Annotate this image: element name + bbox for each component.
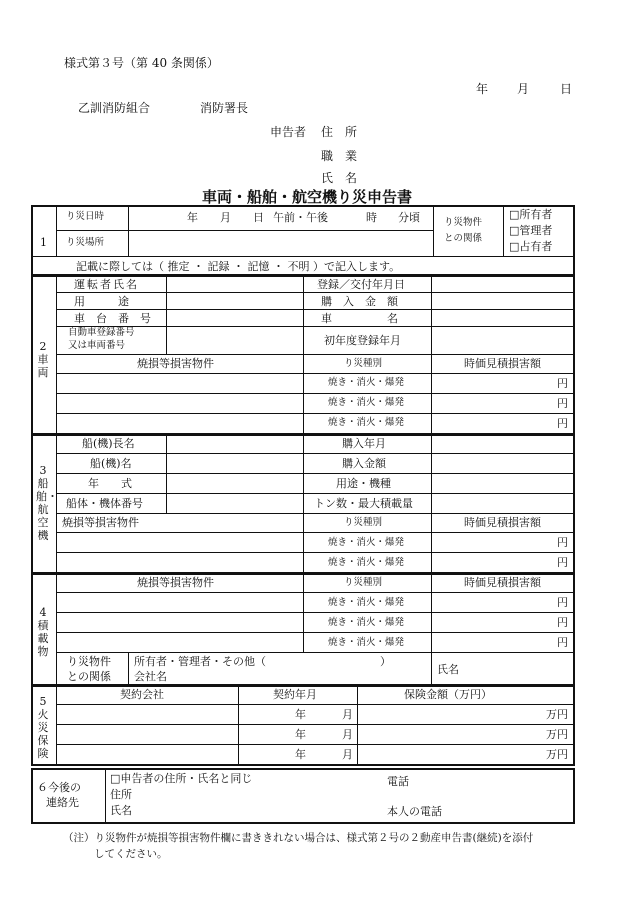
yen-unit: 円 [557, 616, 568, 629]
contact-name-label: 氏名 [110, 804, 132, 817]
form-title: 車両・船舶・航空機り災申告書 [202, 188, 413, 206]
address-label: 住 所 [321, 125, 358, 139]
name-label: 氏名 [437, 663, 459, 676]
damage-type: 焼き・消火・爆発 [328, 637, 405, 648]
datetime-day: 日 [253, 211, 264, 224]
use-label: 用 途 [74, 295, 129, 308]
relation-label-1: り災物件 [444, 217, 483, 228]
yen-unit: 円 [557, 417, 568, 430]
contract-year: 年 [295, 748, 306, 761]
contract-date-label: 契約年月 [273, 688, 317, 701]
model-year-label: 年 式 [88, 477, 132, 490]
owner-close: ） [380, 655, 391, 668]
relation-label-1: り災物件 [67, 655, 111, 668]
man-yen-unit: 万円 [546, 708, 568, 721]
yen-unit: 円 [557, 397, 568, 410]
hull-number-label: 船体・機体番号 [66, 497, 143, 510]
damage-type: 焼き・消火・爆発 [328, 537, 405, 548]
relation-label-2: との関係 [67, 670, 111, 683]
form-number: 様式第３号（第 40 条関係） [64, 56, 219, 70]
disaster-place-label: り災場所 [66, 237, 105, 248]
date-year: 年 [476, 82, 489, 96]
contact-address-label: 住所 [110, 788, 132, 801]
owner-options: 所有者・管理者・その他（ [134, 655, 266, 668]
addressee: 乙訓消防組合 [78, 101, 151, 115]
man-yen-unit: 万円 [546, 748, 568, 761]
damage-amount-label: 時価見積損害額 [464, 576, 541, 589]
relation-label-2: との関係 [444, 233, 483, 244]
date-day: 日 [560, 82, 573, 96]
damage-type: 焼き・消火・爆発 [328, 617, 405, 628]
occupation-label: 職 業 [321, 149, 358, 163]
yen-unit: 円 [557, 556, 568, 569]
datetime-ampm: 午前・午後 [273, 211, 328, 224]
datetime-year: 年 [187, 211, 198, 224]
option-owner[interactable]: □所有者 [509, 208, 553, 221]
damage-type-label: り災種別 [344, 358, 383, 369]
phone-label: 電話 [387, 775, 409, 788]
damage-type: 焼き・消火・爆発 [328, 597, 405, 608]
insurance-company-label: 契約会社 [120, 688, 164, 701]
option-manager[interactable]: □管理者 [509, 224, 553, 237]
addressee-title: 消防署長 [200, 101, 249, 115]
section-2-name: 車両 [37, 353, 49, 379]
same-as-applicant-checkbox[interactable]: □申告者の住所・氏名と同じ [110, 772, 253, 785]
yen-unit: 円 [557, 636, 568, 649]
damage-type: 焼き・消火・爆発 [328, 377, 405, 388]
footnote-line-2: してください。 [94, 848, 168, 860]
chassis-label: 車 台 番 号 [74, 312, 151, 325]
contract-year: 年 [295, 708, 306, 721]
damage-type: 焼き・消火・爆発 [328, 397, 405, 408]
reg-number-label-2: 又は車両番号 [68, 340, 126, 351]
section-2-number: 2 [39, 340, 47, 353]
datetime-hour: 時 [366, 211, 377, 224]
contract-month: 月 [342, 748, 353, 761]
damaged-items-label: 焼損等損害物件 [62, 516, 139, 529]
insurance-amount-label: 保険金額（万円） [404, 688, 492, 701]
purchase-price-label: 購入金額 [342, 457, 386, 470]
disaster-datetime-label: り災日時 [66, 211, 105, 222]
damage-type: 焼き・消火・爆発 [328, 557, 405, 568]
damage-amount-label: 時価見積損害額 [464, 516, 541, 529]
driver-label: 運転者氏名 [74, 278, 139, 291]
registration-date-label: 登録／交付年月日 [317, 278, 405, 291]
company-label: 会社名 [134, 670, 167, 683]
contact-label-1: ６今後の [37, 781, 81, 794]
vehicle-name-label: 車 名 [321, 312, 398, 325]
option-occupant[interactable]: □占有者 [509, 240, 553, 253]
first-registration-label: 初年度登録年月 [324, 334, 401, 347]
section-4-name: 積載物 [37, 619, 49, 658]
date-month: 月 [517, 82, 530, 96]
own-phone-label: 本人の電話 [387, 805, 442, 818]
purchase-price-label: 購 入 金 額 [321, 295, 398, 308]
damage-type-label: り災種別 [344, 577, 383, 588]
contract-month: 月 [342, 728, 353, 741]
damage-type: 焼き・消火・爆発 [328, 417, 405, 428]
section-1-number: 1 [40, 236, 47, 249]
purchase-date-label: 購入年月 [342, 437, 386, 450]
name-label: 氏 名 [321, 171, 358, 185]
vessel-name-label: 船(機)名 [90, 457, 132, 470]
damage-type-label: り災種別 [344, 517, 383, 528]
contract-month: 月 [342, 708, 353, 721]
section-3-number: 3 [39, 464, 47, 477]
reg-number-label-1: 自動車登録番号 [68, 327, 135, 338]
section-3-name: 船舶・航空機 [36, 477, 58, 542]
captain-label: 船(機)長名 [82, 437, 135, 450]
section-5-name: 火災保険 [37, 708, 49, 760]
footnote-line-1: （注）り災物件が焼損等損害物件欄に書ききれない場合は、様式第２号の２動産申告書(継続)を添付 [63, 832, 534, 844]
man-yen-unit: 万円 [546, 728, 568, 741]
damaged-items-label: 焼損等損害物件 [137, 357, 214, 370]
applicant-label: 申告者 [270, 125, 307, 139]
yen-unit: 円 [557, 377, 568, 390]
use-model-label: 用途・機種 [336, 477, 391, 490]
yen-unit: 円 [557, 536, 568, 549]
damage-amount-label: 時価見積損害額 [464, 357, 541, 370]
entry-note: 記載に際しては（ 推定 ・ 記録 ・ 記憶 ・ 不明 ）で記入します。 [76, 260, 401, 273]
tonnage-label: トン数・最大積載量 [314, 497, 413, 510]
yen-unit: 円 [557, 596, 568, 609]
section-5-number: 5 [39, 695, 47, 708]
contact-label-2: 連絡先 [46, 796, 79, 809]
datetime-minute: 分頃 [398, 211, 420, 224]
section-4-number: 4 [39, 606, 47, 619]
contract-year: 年 [295, 728, 306, 741]
datetime-month: 月 [220, 211, 231, 224]
damaged-items-label: 焼損等損害物件 [137, 576, 214, 589]
